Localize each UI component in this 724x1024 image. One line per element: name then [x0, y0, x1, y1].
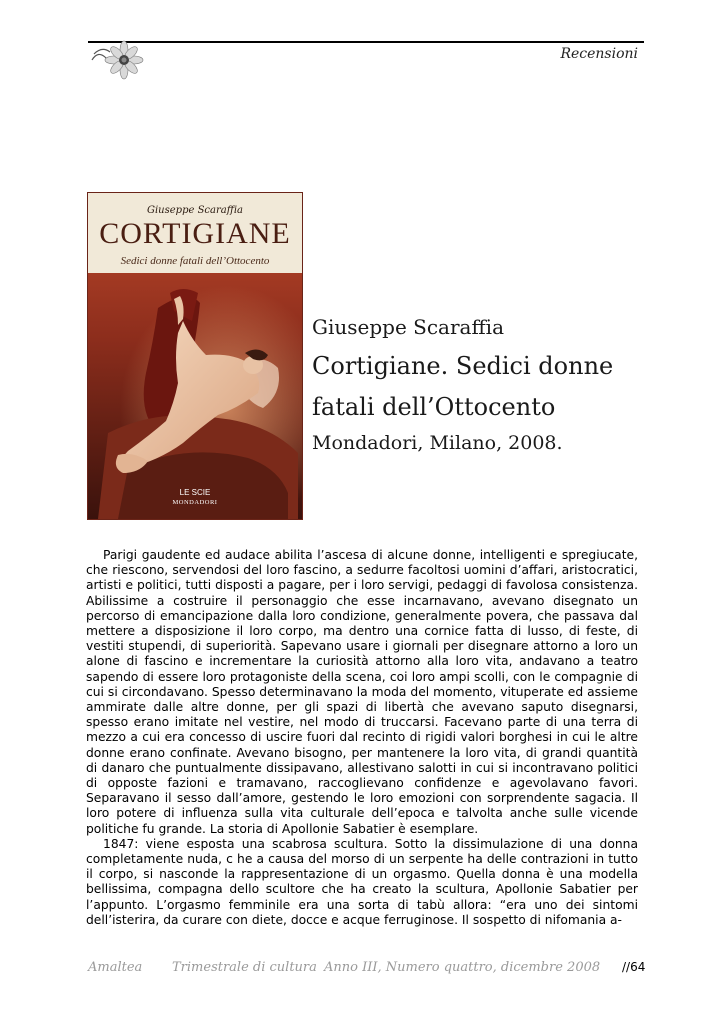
section-label: Recensioni — [560, 46, 638, 62]
cover-author: Giuseppe Scaraffia — [147, 205, 243, 216]
footer-journal: Amaltea — [88, 960, 143, 975]
book-info — [312, 308, 652, 458]
cover-series: LE SCIE — [179, 488, 211, 497]
cover-publisher: MONDADORI — [172, 499, 218, 506]
book-cover — [87, 192, 303, 520]
footer — [88, 960, 644, 980]
header-rule — [88, 41, 644, 43]
book-publisher: Mondadori, Milano, 2008. — [312, 432, 563, 454]
footer-subtitle: Trimestrale di cultura — [172, 960, 317, 975]
article-paragraph: 1847: viene esposta una scabrosa scultura. Sotto la dissimulazione di una donna completamente nuda, c he a causa del morso di un serpente ha delle contrazioni in tutto il corpo, si nasconde la rappresentazione di un orgasmo. Quella donna è una modella bellissima, compagna dello scultore che ha creato la scultura, Apollonie Sabatier per l’appunto. L’orgasmo femminile era una sorta di tabù allora: “era uno dei sintomi dell’isterira, da curare con diete, docce e acque ferruginose. Il sospetto di nifomania a- — [86, 836, 638, 927]
book-author: Giuseppe Scaraffia — [312, 315, 504, 339]
article-paragraph: Parigi gaudente ed audace abilita l’ascesa di alcune donne, intelligenti e spregiucate, che riescono, servendosi del loro fascino, a sedurre facoltosi uomini d’affari, aristocratici, artisti e politici, tutti disposti a pagare, per i loro servigi, pedaggi di favolosa consistenza. Abilissime a costruire il personaggio che esse incarnavano, avevano disegnato un percorso di emancipazione dalla loro condizione, generalmente povera, che passava dal mettere a disposizione il loro corpo, ma dentro una cornice fatta di lusso, di feste, di vestiti stupendi, di superiorità. Sapevano usare i giornali per disegnare attorno a loro un alone di fascino e incrementare la curiosità attorno alla loro vita, andavano a teatro sapendo di essere loro protagoniste della scena, coi loro ampi scolli, con le compagnie di cui si circondavano. Spesso determinavano la moda del momento, vituperate ed assieme ammirate dalle altre donne, per gli spazi di libertà che avevano saputo disegnarsi, spesso erano imitate nel vestire, nel modo di truccarsi. Facevano parte di una terra di mezzo a cui era concesso di uscire fuori dal recinto di rigidi valori borghesi in cui le altre donne erano confinate. Avevano bisogno, per mantenere la loro vita, di grandi quantità di danaro che puntualmente dissipavano, allestivano salotti in cui si incontravano politici di opposte fazioni e tramavano, raccoglievano confidenze e agevolavano favori. Separavano il sesso dall’amore, gestendo le loro emozioni con sorprendente sagacia. Il loro potere di influenza sulla vita culturale dell’epoca e talvolta anche sulle vicende politiche fu grande. La storia di Apollonie Sabatier è esemplare. — [86, 548, 638, 836]
footer-issue: Anno III, Numero quattro, dicembre 2008 — [324, 960, 601, 975]
flower-logo-icon — [90, 40, 148, 80]
book-title-line2: fatali dell’Ottocento — [312, 393, 556, 421]
book-title-line1: Cortigiane. Sedici donne — [312, 352, 614, 380]
page-number: //64 — [622, 960, 646, 974]
cover-title: CORTIGIANE — [99, 217, 291, 250]
article-body — [86, 548, 638, 928]
cover-subtitle: Sedici donne fatali dell’Ottocento — [120, 255, 270, 267]
